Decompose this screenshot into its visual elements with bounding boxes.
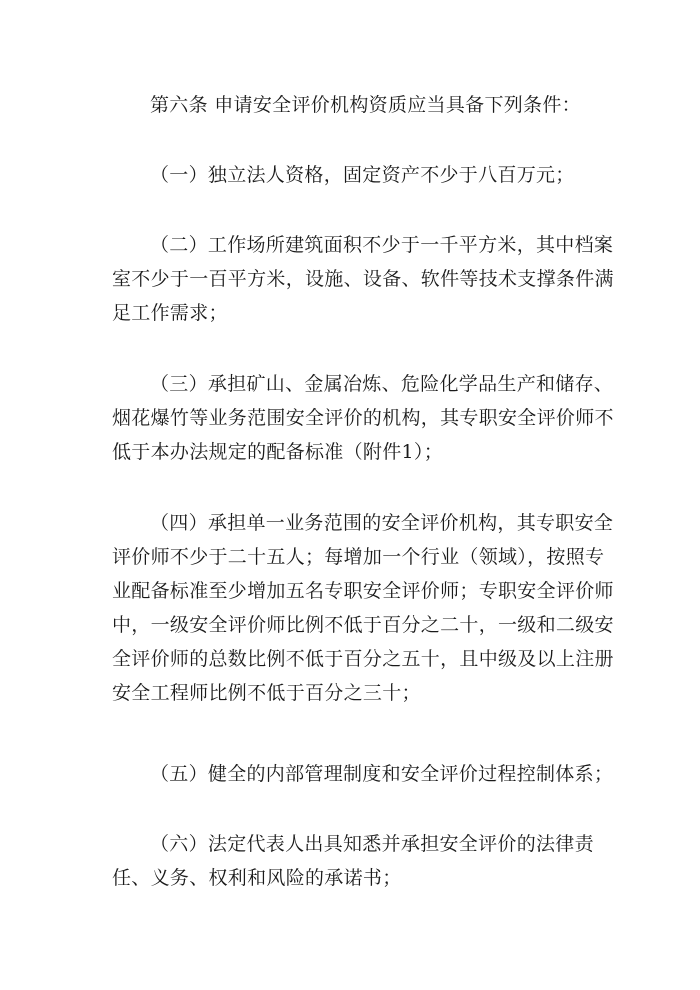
condition-item-6: [112, 827, 602, 895]
condition-item-4-line-3: 业配备标准至少增加五名专职安全评价师；专职安全评价师: [112, 580, 614, 602]
condition-item-3-line-1: （三）承担矿山、金属冶炼、危险化学品生产和储存、: [150, 373, 614, 395]
article-heading: [112, 88, 602, 122]
condition-item-1: [112, 158, 602, 192]
condition-item-2: [112, 228, 614, 330]
condition-item-4-line-5: 全评价师的总数比例不低于百分之五十，且中级及以上注册: [112, 648, 614, 670]
condition-item-1-line-1: （一）独立法人资格，固定资产不少于八百万元；: [150, 164, 575, 186]
condition-item-6-line-2: 任、义务、权利和风险的承诺书；: [112, 867, 402, 889]
condition-item-5-line-1: （五）健全的内部管理制度和安全评价过程控制体系；: [150, 763, 614, 785]
condition-item-4: [112, 506, 614, 710]
condition-item-3-line-2: 烟花爆竹等业务范围安全评价的机构，其专职安全评价师不: [112, 407, 614, 429]
condition-item-4-line-4: 中，一级安全评价师比例不低于百分之二十，一级和二级安: [112, 614, 614, 636]
condition-item-6-line-1: （六）法定代表人出具知悉并承担安全评价的法律责: [150, 833, 594, 855]
condition-item-3-line-3: 低于本办法规定的配备标准（附件1）；: [112, 441, 443, 463]
condition-item-3: [112, 367, 614, 469]
article-heading-text: 第六条 申请安全评价机构资质应当具备下列条件：: [150, 94, 581, 116]
condition-item-4-line-2: 评价师不少于二十五人；每增加一个行业（领域），按照专: [112, 546, 605, 568]
condition-item-2-line-2: 室不少于一百平方米，设施、设备、软件等技术支撑条件满: [112, 268, 614, 290]
condition-item-4-line-6: 安全工程师比例不低于百分之三十；: [112, 682, 421, 704]
condition-item-5: [112, 757, 614, 791]
condition-item-2-line-3: 足工作需求；: [112, 302, 228, 324]
condition-item-4-line-1: （四）承担单一业务范围的安全评价机构，其专职安全: [150, 512, 614, 534]
condition-item-2-line-1: （二）工作场所建筑面积不少于一千平方米，其中档案: [150, 234, 614, 256]
